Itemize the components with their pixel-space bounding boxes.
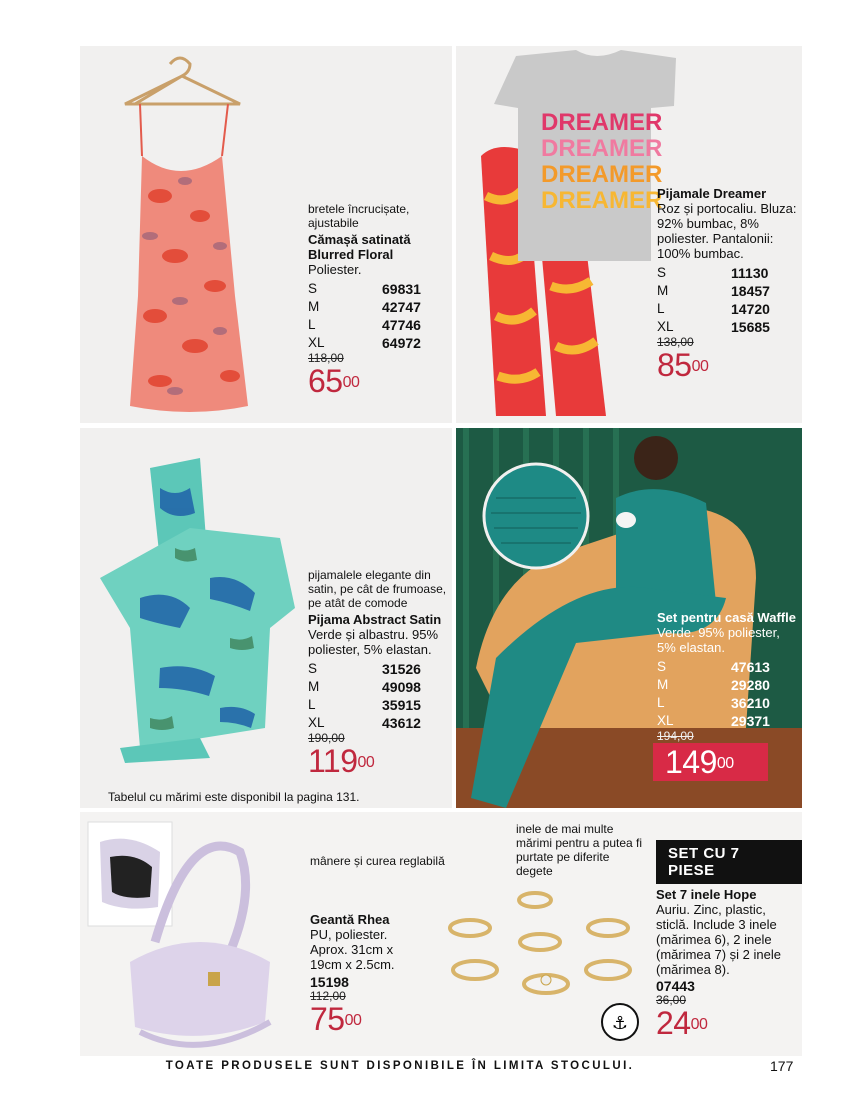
table-row [657, 712, 770, 730]
bag-info [310, 854, 455, 870]
old-price: 190,00 [308, 731, 345, 745]
price-cents: 00 [691, 358, 709, 375]
product-code: 47746 [382, 317, 421, 333]
shirt-text: DREAMER [541, 109, 663, 136]
size-label: M [657, 677, 669, 692]
product-panel-abstract-satin [80, 428, 452, 808]
product-name: Pijama Abstract Satin [308, 612, 442, 627]
table-row [657, 282, 770, 300]
table-row [657, 676, 770, 694]
product-description: Verde și albastru. 95% poliester, 5% elastan. [308, 627, 439, 657]
product-name: Set 7 inele Hope [656, 887, 757, 902]
product-code: 15685 [731, 319, 770, 335]
feature-note: bretele încrucișate, ajustabile [308, 202, 410, 230]
product-code: 29280 [731, 677, 770, 693]
product-info [310, 912, 410, 1035]
size-label: XL [308, 715, 325, 730]
shirt-text: DREAMER [541, 161, 663, 188]
size-label: M [308, 299, 320, 314]
product-info [657, 186, 797, 381]
size-chart-note: Tabelul cu mărimi este disponibil la pagina 131. [108, 790, 360, 804]
feature-note: pijamalele elegante din satin, pe cât de frumoase, pe atât de comode [308, 568, 447, 610]
price-main: 65 [308, 363, 343, 399]
product-code: 49098 [382, 679, 421, 695]
size-label: XL [657, 713, 674, 728]
price [308, 745, 450, 777]
price-cents: 00 [344, 1012, 362, 1029]
product-code: 15198 [310, 974, 349, 990]
product-description: Roz și portocaliu. Bluza: 92% bumbac, 8% poliester. Pantalonii: 100% bumbac. [657, 201, 797, 261]
price-cents: 00 [342, 374, 360, 391]
product-panel-dreamer [456, 46, 802, 423]
table-row [308, 334, 421, 352]
size-code-table [308, 660, 421, 732]
product-code: 18457 [731, 283, 770, 299]
product-code: 64972 [382, 335, 421, 351]
size-label: M [657, 283, 669, 298]
table-row [308, 714, 421, 732]
price-cents: 00 [690, 1016, 708, 1033]
product-panel-waffle [456, 428, 802, 808]
size-label: L [657, 301, 665, 316]
product-code: 29371 [731, 713, 770, 729]
product-panel-bag-rings [80, 812, 802, 1056]
table-row [657, 658, 770, 676]
old-price: 138,00 [657, 335, 694, 349]
price-main: 149 [665, 744, 717, 780]
size-label: S [657, 659, 667, 674]
stock-disclaimer: TOATE PRODUSELE SUNT DISPONIBILE ÎN LIMITA STOCULUI. [165, 1060, 635, 1072]
table-row [657, 264, 770, 282]
product-code: 43612 [382, 715, 421, 731]
feature-note: mânere și curea reglabilă [310, 854, 445, 868]
price-main: 119 [308, 743, 358, 779]
rings-image [440, 882, 640, 1052]
product-info [656, 887, 796, 1039]
product-code: 35915 [382, 697, 421, 713]
size-label: L [308, 697, 316, 712]
shirt-text: DREAMER [541, 135, 663, 162]
size-label: M [308, 679, 320, 694]
price-cents: 00 [716, 755, 734, 772]
old-price: 36,00 [656, 993, 687, 1007]
product-name: Geantă Rhea [310, 912, 390, 927]
price [665, 746, 734, 778]
size-code-table [657, 658, 770, 730]
product-panel-blurred-floral [80, 46, 452, 423]
product-description: Auriu. Zinc, plastic, sticlă. Include 3 inele (mărimea 6), 2 inele (mărimea 7) și 2 inele (mărimea 8). [656, 902, 781, 977]
price-main: 24 [656, 1005, 691, 1041]
price-box [653, 743, 768, 781]
product-name: Set pentru casă Waffle [657, 610, 796, 625]
table-row [657, 694, 770, 712]
product-info [308, 202, 448, 397]
table-row [308, 678, 421, 696]
old-price: 118,00 [308, 351, 344, 365]
shirt-text: DREAMER [541, 187, 663, 214]
price-main: 75 [310, 1001, 345, 1037]
price [657, 349, 797, 381]
old-price: 112,00 [310, 989, 346, 1003]
product-code: 14720 [731, 301, 770, 317]
feature-note: inele de mai multe mărimi pentru a putea fi purtate pe diferite degete [516, 822, 643, 878]
product-code: 11130 [731, 265, 769, 281]
price [308, 365, 448, 397]
anchor-icon: ⚓ [611, 1013, 629, 1034]
page-number: 177 [770, 1058, 794, 1074]
product-description: Poliester. [308, 262, 362, 277]
product-code: 36210 [731, 695, 770, 711]
price [310, 1003, 410, 1035]
size-label: S [308, 281, 318, 296]
set-badge: SET CU 7 PIESE [656, 840, 802, 884]
product-code: 07443 [656, 978, 695, 994]
size-label: L [308, 317, 316, 332]
table-row [657, 300, 770, 318]
price [656, 1007, 796, 1039]
size-label: S [308, 661, 318, 676]
product-code: 47613 [731, 659, 770, 675]
size-label: XL [308, 335, 325, 350]
product-name: Cămașă satinată Blurred Floral [308, 232, 411, 262]
product-description: PU, poliester. Aprox. 31cm x 19cm x 2.5cm. [310, 927, 395, 972]
table-row [308, 316, 421, 334]
table-row [308, 660, 421, 678]
table-row [657, 318, 770, 336]
product-code: 31526 [382, 661, 421, 677]
bag-image [80, 812, 310, 1056]
price-main: 85 [657, 347, 692, 383]
product-code: 69831 [382, 281, 421, 297]
product-description: Verde. 95% poliester, 5% elastan. [657, 625, 780, 655]
product-info [308, 568, 450, 777]
rings-note [516, 822, 646, 880]
product-info [657, 610, 799, 781]
size-code-table [657, 264, 770, 336]
table-row [308, 280, 421, 298]
product-code: 42747 [382, 299, 421, 315]
size-label: XL [657, 319, 674, 334]
size-label: S [657, 265, 667, 280]
size-code-table [308, 280, 421, 352]
table-row [308, 298, 421, 316]
price-cents: 00 [357, 754, 375, 771]
table-row [308, 696, 421, 714]
product-name: Pijamale Dreamer [657, 186, 767, 201]
old-price: 194,00 [657, 729, 694, 743]
size-label: L [657, 695, 665, 710]
